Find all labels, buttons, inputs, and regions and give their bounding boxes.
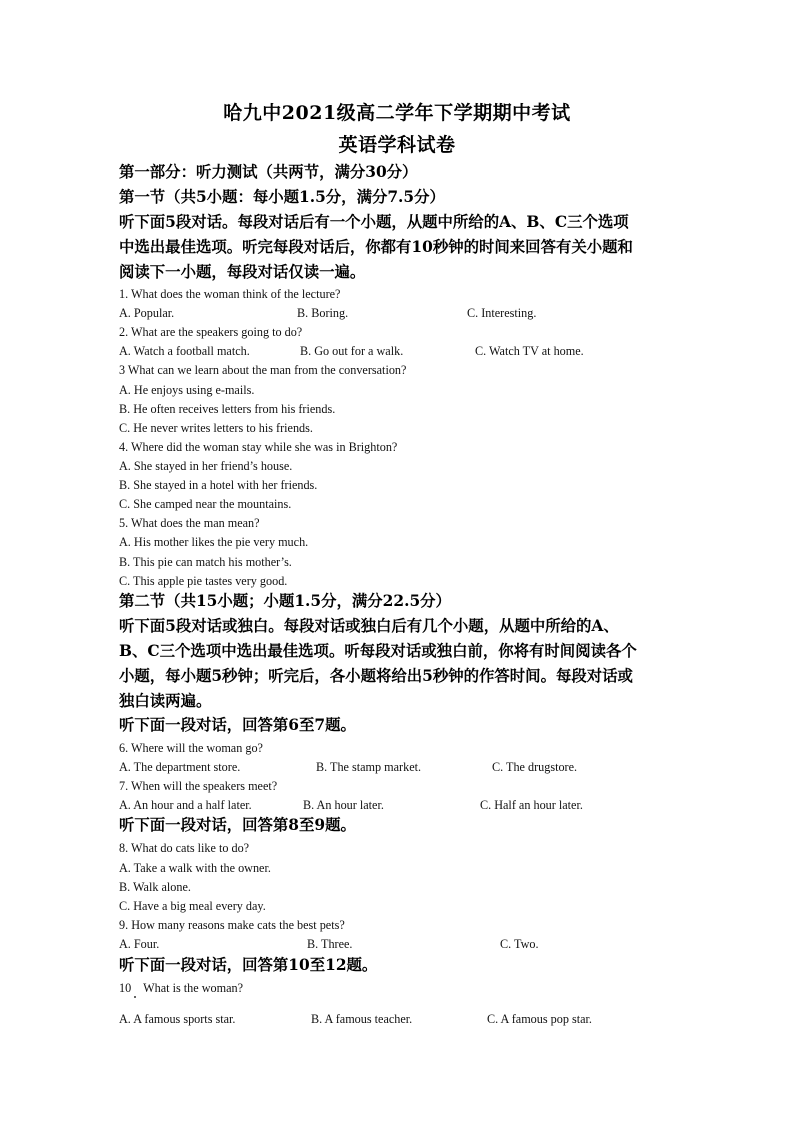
q8-option-a: A. Take a walk with the owner. (119, 861, 271, 875)
section1-instruction-line: 阅读下一小题，每段对话仅读一遍。 (119, 263, 366, 281)
question-7: 7. When will the speakers meet? (119, 779, 278, 793)
question-4: 4. Where did the woman stay while she was in Brighton? (119, 440, 398, 454)
question-1: 1. What does the woman think of the lecture? (119, 287, 341, 301)
dialog-heading-8-9: 听下面一段对话，回答第8至9题。 (119, 816, 356, 834)
section2-instruction-line: 独白读两遍。 (119, 692, 212, 710)
q5-option-a: A. His mother likes the pie very much. (119, 535, 309, 549)
q7-option-b: B. An hour later. (303, 798, 384, 812)
question-8: 8. What do cats like to do? (119, 841, 250, 855)
q2-option-b: B. Go out for a walk. (300, 344, 404, 358)
q10-option-a: A. A famous sports star. (119, 1012, 236, 1026)
q6-option-c: C. The drugstore. (492, 760, 578, 774)
q2-option-a: A. Watch a football match. (119, 344, 250, 358)
section1-instruction-line: 中选出最佳选项。听完每段对话后，你都有10秒钟的时间来回答有关小题和 (119, 238, 633, 256)
q1-option-c: C. Interesting. (467, 306, 537, 320)
section2-heading: 第二节（共15小题；小题1.5分，满分22.5分） (119, 592, 451, 610)
q10-option-b: B. A famous teacher. (311, 1012, 413, 1026)
part1-heading: 第一部分：听力测试（共两节，满分30分） (119, 163, 418, 181)
q1-option-b: B. Boring. (297, 306, 349, 320)
q8-option-b: B. Walk alone. (119, 880, 191, 894)
section2-instruction-line: B、C三个选项中选出最佳选项。听每段对话或独白前，你将有时间阅读各个 (119, 642, 637, 660)
dialog-heading-6-7: 听下面一段对话，回答第6至7题。 (119, 716, 356, 734)
question-6: 6. Where will the woman go? (119, 741, 263, 755)
q5-option-c: C. This apple pie tastes very good. (119, 574, 288, 588)
q9-option-c: C. Two. (500, 937, 539, 951)
dialog-heading-10-12: 听下面一段对话，回答第10至12题。 (119, 956, 378, 974)
q5-option-b: B. This pie can match his mother’s. (119, 555, 292, 569)
q10-option-c: C. A famous pop star. (487, 1012, 592, 1026)
q3-option-c: C. He never writes letters to his friends. (119, 421, 313, 435)
stray-dot-mark (134, 996, 136, 998)
question-9: 9. How many reasons make cats the best pets? (119, 918, 345, 932)
q4-option-a: A. She stayed in her friend’s house. (119, 459, 293, 473)
q7-option-a: A. An hour and a half later. (119, 798, 252, 812)
q2-option-c: C. Watch TV at home. (475, 344, 584, 358)
question-2: 2. What are the speakers going to do? (119, 325, 303, 339)
q1-option-a: A. Popular. (119, 306, 175, 320)
section1-heading: 第一节（共5小题：每小题1.5分，满分7.5分） (119, 188, 445, 206)
section2-instruction-line: 听下面5段对话或独白。每段对话或独白后有几个小题，从题中所给的A、 (119, 617, 619, 635)
q4-option-c: C. She camped near the mountains. (119, 497, 292, 511)
q4-option-b: B. She stayed in a hotel with her friends. (119, 478, 318, 492)
q3-option-a: A. He enjoys using e-mails. (119, 383, 255, 397)
q8-option-c: C. Have a big meal every day. (119, 899, 266, 913)
exam-title: 哈九中2021级高二学年下学期期中考试 (223, 102, 571, 124)
question-3: 3 What can we learn about the man from the conversation? (119, 363, 407, 377)
question-10: 10 What is the woman? (119, 981, 243, 995)
q6-option-a: A. The department store. (119, 760, 241, 774)
question-5: 5. What does the man mean? (119, 516, 260, 530)
section1-instruction-line: 听下面5段对话。每段对话后有一个小题，从题中所给的A、B、C三个选项 (119, 213, 629, 231)
q9-option-b: B. Three. (307, 937, 353, 951)
exam-subtitle: 英语学科试卷 (338, 134, 456, 156)
q7-option-c: C. Half an hour later. (480, 798, 583, 812)
section2-instruction-line: 小题，每小题5秒钟；听完后，各小题将给出5秒钟的作答时间。每段对话或 (119, 667, 633, 685)
q6-option-b: B. The stamp market. (316, 760, 422, 774)
q3-option-b: B. He often receives letters from his friends. (119, 402, 336, 416)
q9-option-a: A. Four. (119, 937, 160, 951)
